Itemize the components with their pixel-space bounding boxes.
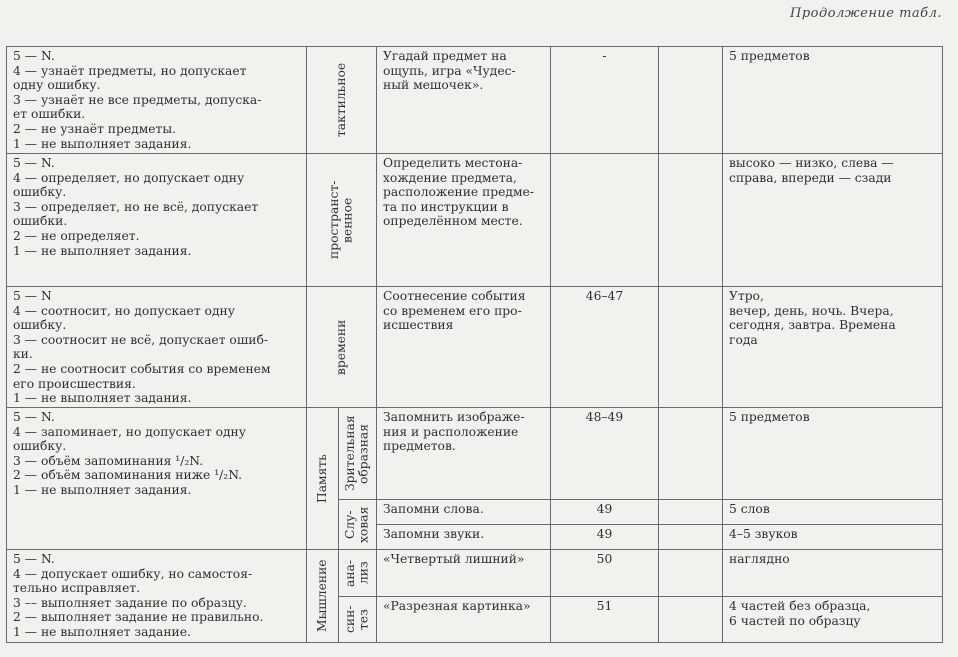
- pages-cell: -: [551, 47, 659, 154]
- task-cell: Запомнить изображе- ния и расположение предметов.: [377, 408, 551, 500]
- empty-cell: [659, 525, 723, 550]
- criteria-cell: 5 — N 4 — соотносит, но допускает одну ошибку. 3 — соотносит не всё, допускает ошиб- ки. 2 — не соотносит события со временем его происшествия. 1 — не выполняет задания.: [7, 287, 307, 408]
- subtype-label: Слу- ховая: [343, 506, 371, 543]
- material-cell: высоко — низко, слева — справа, впереди — сзади: [723, 154, 943, 287]
- table-row: [7, 287, 943, 408]
- group-label: Память: [314, 454, 329, 503]
- subtype-cell: [339, 408, 377, 500]
- material-cell: 5 предметов: [723, 47, 943, 154]
- table-row: [7, 154, 943, 287]
- diagnostics-table: [6, 46, 943, 643]
- pages-cell: 49: [551, 500, 659, 525]
- pages-cell: 49: [551, 525, 659, 550]
- empty-cell: [659, 47, 723, 154]
- material-cell: 4–5 звуков: [723, 525, 943, 550]
- subtype-cell: [339, 500, 377, 550]
- pages-cell: 50: [551, 550, 659, 597]
- empty-cell: [659, 597, 723, 643]
- task-cell: Угадай предмет на ощупь, игра «Чудес- ный мешочек».: [377, 47, 551, 154]
- table-row: [7, 550, 943, 597]
- group-label: Мышление: [314, 559, 329, 633]
- subtype-cell: [339, 597, 377, 643]
- task-cell: «Четвертый лишний»: [377, 550, 551, 597]
- pages-cell: 46–47: [551, 287, 659, 408]
- material-cell: Утро, вечер, день, ночь. Вчера, сегодня, завтра. Времена года: [723, 287, 943, 408]
- task-cell: «Разрезная картинка»: [377, 597, 551, 643]
- task-cell: Запомни слова.: [377, 500, 551, 525]
- subtype-label: времени: [333, 319, 348, 375]
- table-row: [7, 408, 943, 500]
- task-cell: Запомни звуки.: [377, 525, 551, 550]
- table-row: [7, 47, 943, 154]
- subtype-cell: [307, 47, 377, 154]
- subtype-label: тактильное: [333, 62, 348, 138]
- subtype-label: пространст- венное: [327, 180, 355, 260]
- subtype-cell: [307, 154, 377, 287]
- subtype-label: Зрительная образная: [343, 415, 371, 492]
- material-cell: 4 частей без образца, 6 частей по образцу: [723, 597, 943, 643]
- group-cell: [307, 550, 339, 643]
- empty-cell: [659, 500, 723, 525]
- subtype-cell: [339, 550, 377, 597]
- continuation-title: Продолжение табл.: [790, 6, 942, 21]
- group-cell: [307, 408, 339, 550]
- criteria-cell: 5 — N. 4 — узнаёт предметы, но допускает одну ошибку. 3 — узнаёт не все предметы, допуска- ет ошибки. 2 — не узнаёт предметы. 1 — не выполняет задания.: [7, 47, 307, 154]
- material-cell: 5 предметов: [723, 408, 943, 500]
- pages-cell: [551, 154, 659, 287]
- material-cell: наглядно: [723, 550, 943, 597]
- empty-cell: [659, 408, 723, 500]
- criteria-cell: 5 — N. 4 — определяет, но допускает одну ошибку. 3 — определяет, но не всё, допускает ошибки. 2 — не определяет. 1 — не выполняет задания.: [7, 154, 307, 287]
- subtype-cell: [307, 287, 377, 408]
- empty-cell: [659, 550, 723, 597]
- pages-cell: 48–49: [551, 408, 659, 500]
- pages-cell: 51: [551, 597, 659, 643]
- criteria-cell: 5 — N. 4 — допускает ошибку, но самостоя- тельно исправляет. 3 –– выполняет задание по образцу. 2 — выполняет задание не правильно. 1 — не выполняет задание.: [7, 550, 307, 643]
- task-cell: Соотнесение события со временем его про- исшествия: [377, 287, 551, 408]
- criteria-cell: 5 — N. 4 — запоминает, но допускает одну ошибку. 3 — объём запоминания ¹/₂N. 2 — объём запоминания ниже ¹/₂N. 1 — не выполняет задания.: [7, 408, 307, 550]
- empty-cell: [659, 154, 723, 287]
- subtype-label: син- тез: [343, 605, 371, 634]
- subtype-label: ана- лиз: [343, 559, 371, 587]
- task-cell: Определить местона- хождение предмета, расположение предме- та по инструкции в определённом месте.: [377, 154, 551, 287]
- material-cell: 5 слов: [723, 500, 943, 525]
- empty-cell: [659, 287, 723, 408]
